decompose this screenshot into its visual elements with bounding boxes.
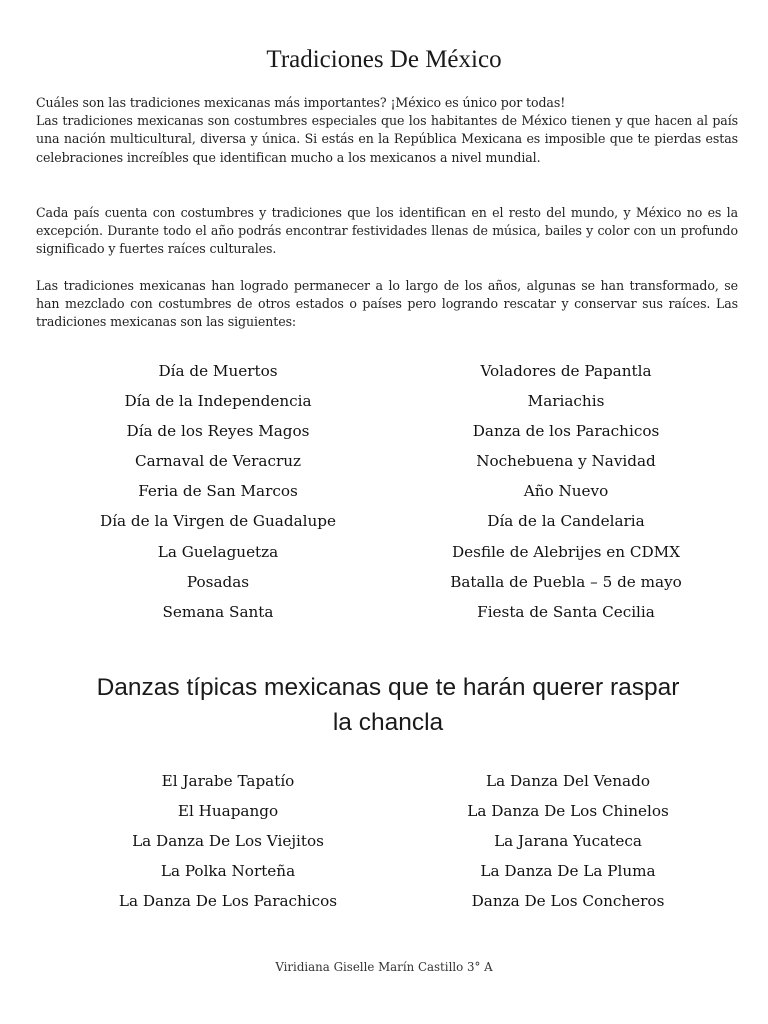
list-item: La Danza De La Pluma	[480, 862, 656, 881]
list-item: Día de la Independencia	[124, 392, 312, 411]
list-item: Día de Muertos	[158, 362, 278, 380]
list-item: Feria de San Marcos	[138, 482, 298, 501]
list-item: Nochebuena y Navidad	[476, 452, 656, 471]
second-paragraph: Cada país cuenta con costumbres y tradiciones que los identifican en el resto del mundo, y México no es la excepción. Durante todo el año podrás encontrar festividades llenas de música, bailes y color con un profundo significado y fuertes raíces culturales.	[36, 205, 738, 257]
list-item: Desfile de Alebrijes en CDMX	[451, 542, 681, 561]
traditions-list-right	[416, 356, 716, 627]
list-item: Mariachis	[527, 392, 605, 411]
list-item: La Jarana Yucateca	[494, 832, 642, 851]
list-item: Danza de los Parachicos	[472, 422, 660, 441]
list-item: La Guelaguetza	[157, 542, 279, 561]
third-paragraph: Las tradiciones mexicanas han logrado permanecer a lo largo de los años, algunas se han transformado, se han mezclado con costumbres de otros estados o países pero logrando rescatar y conservar sus raíces. Las tradiciones mexicanas son las siguientes:	[36, 278, 738, 330]
list-item: El Huapango	[177, 802, 279, 821]
list-item: La Danza De Los Parachicos	[118, 892, 338, 911]
list-item: Carnaval de Veracruz	[134, 452, 302, 471]
list-item: La Danza De Los Chinelos	[467, 802, 669, 821]
list-item: Día de los Reyes Magos	[126, 422, 310, 441]
list-item: Fiesta de Santa Cecilia	[477, 602, 655, 621]
list-item: Danza De Los Concheros	[471, 892, 665, 911]
dances-list-right	[418, 766, 718, 916]
dances-list-left	[78, 766, 378, 916]
list-item: Batalla de Puebla – 5 de mayo	[450, 572, 682, 591]
intro-question: Cuáles son las tradiciones mexicanas más importantes? ¡México es único por todas!	[36, 95, 566, 110]
traditions-list-left	[68, 356, 368, 627]
author-footer: Viridiana Giselle Marín Castillo 3° A	[275, 960, 493, 974]
list-item: Semana Santa	[162, 602, 274, 621]
list-item: Día de la Virgen de Guadalupe	[100, 512, 336, 531]
list-item: El Jarabe Tapatío	[161, 772, 295, 790]
dances-heading	[40, 670, 736, 740]
list-item: Posadas	[186, 572, 250, 591]
list-item: La Polka Norteña	[160, 862, 296, 881]
page-title: Tradiciones De México	[266, 46, 502, 73]
intro-paragraph	[36, 94, 738, 167]
list-item: Año Nuevo	[523, 482, 609, 501]
dances-heading-line-2: la chancla	[332, 709, 444, 736]
list-item: La Danza Del Venado	[486, 772, 650, 790]
list-item: La Danza De Los Viejitos	[132, 832, 324, 851]
intro-body: Las tradiciones mexicanas son costumbres especiales que los habitantes de México tienen y que hacen al país una nación multicultural, diversa y única. Si estás en la República Mexicana es imposible que te pierdas estas celebraciones increíbles que identifican mucho a los mexicanos a nivel mundial.	[36, 113, 738, 165]
list-item: Día de la Candelaria	[487, 512, 645, 531]
list-item: Voladores de Papantla	[480, 362, 652, 380]
dances-heading-line-1: Danzas típicas mexicanas que te harán querer raspar	[96, 674, 680, 701]
